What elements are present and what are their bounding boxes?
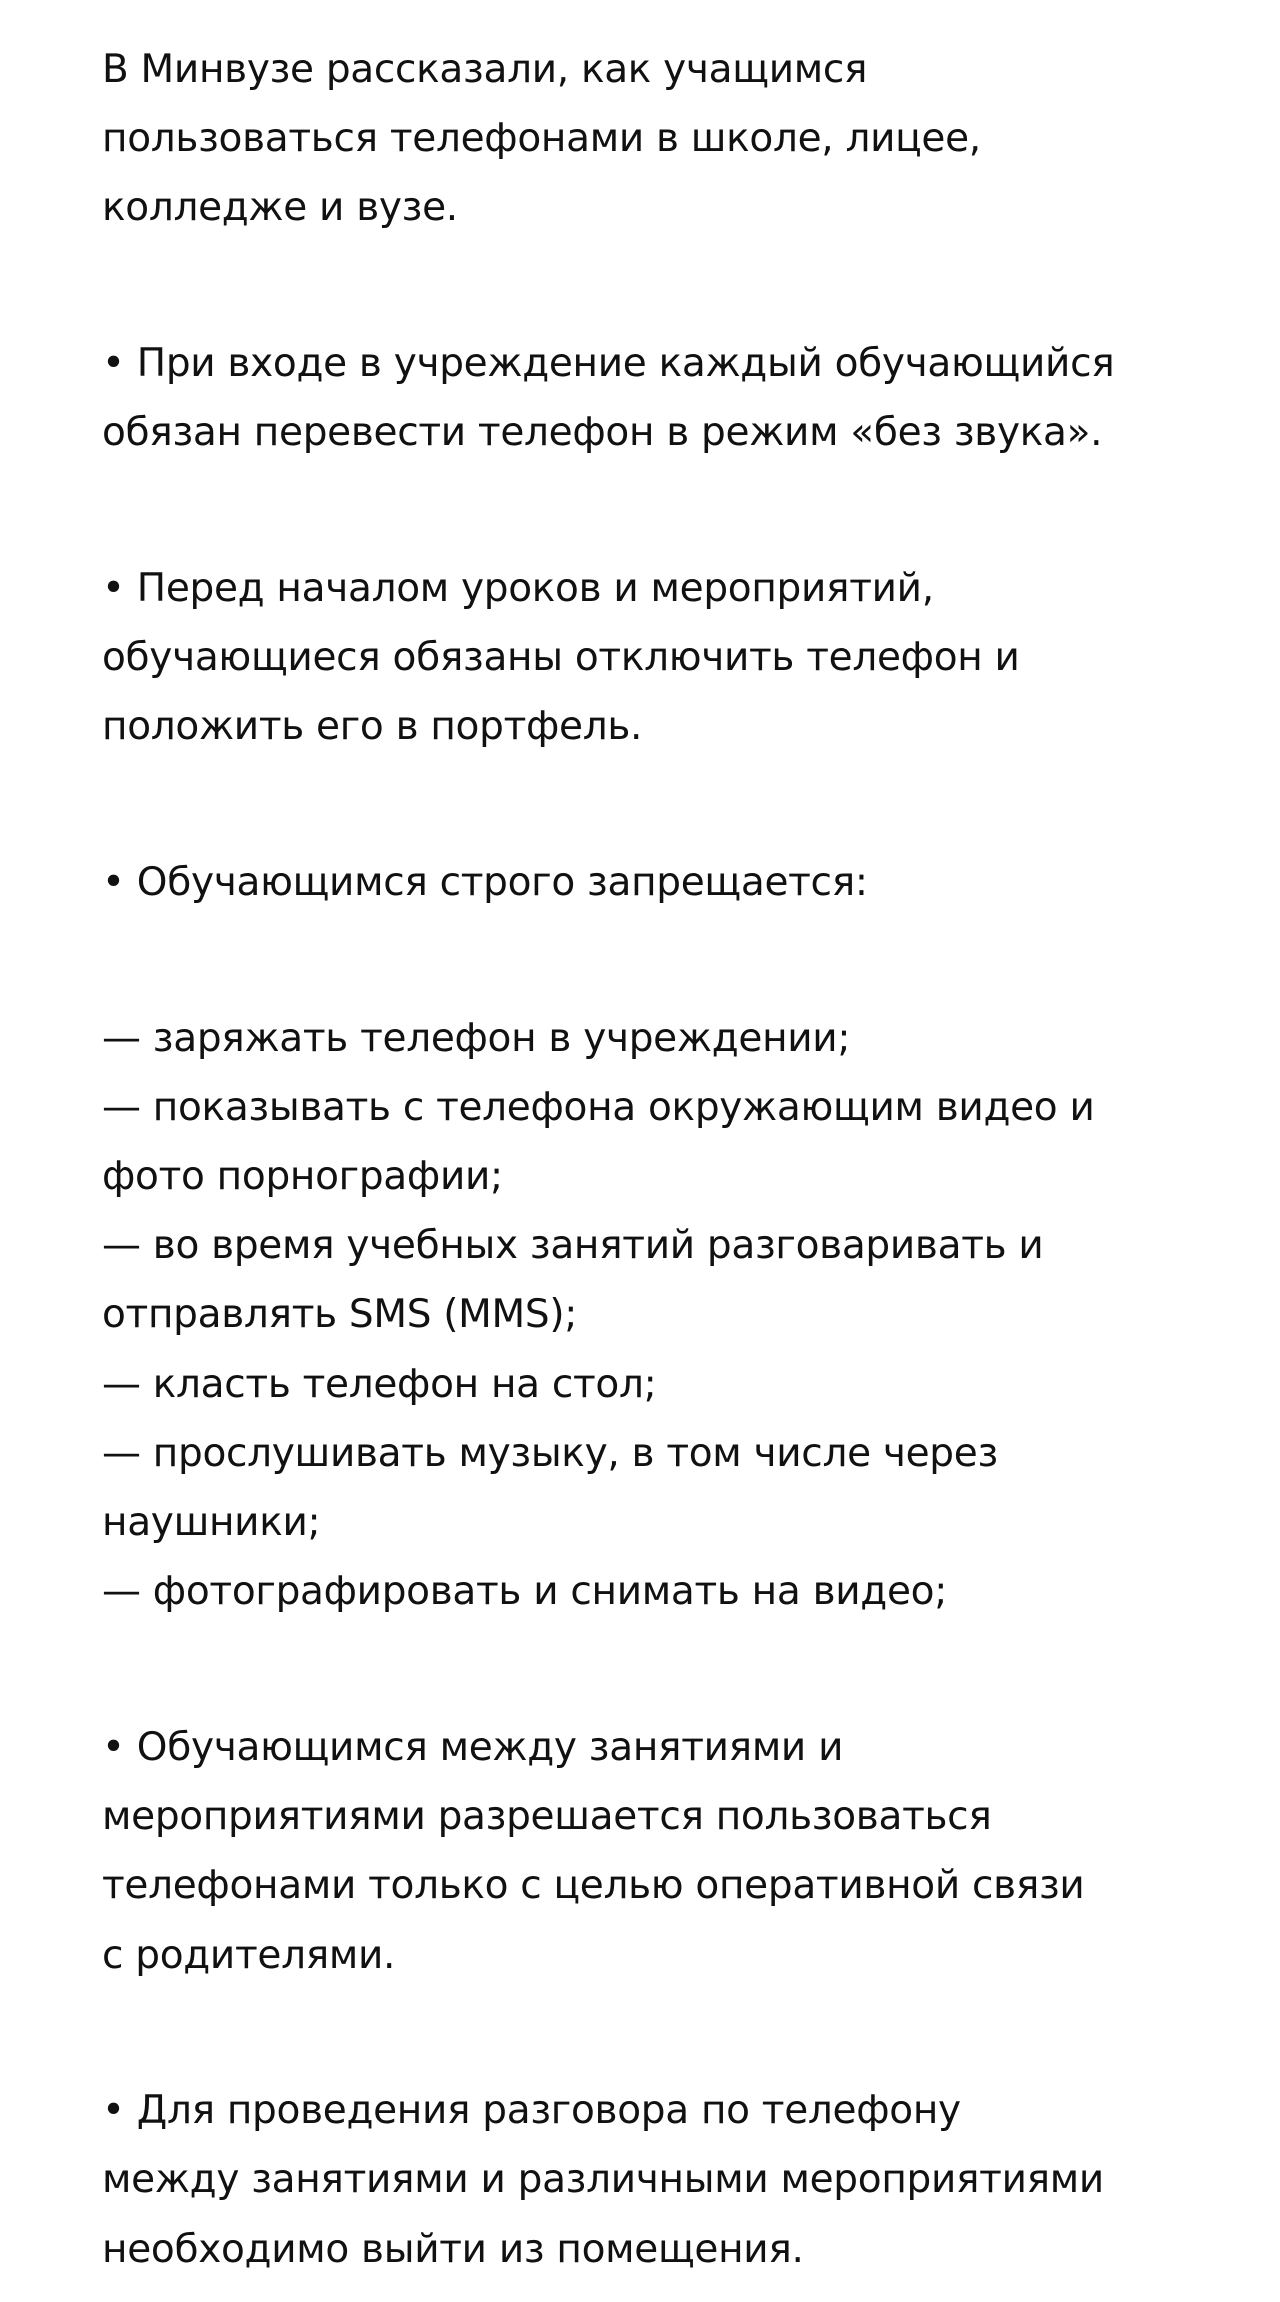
list-item: — во время учебных занятий разговаривать и — [102, 1223, 1044, 1269]
intro-paragraph — [102, 18, 1262, 260]
rule-silent-mode — [102, 312, 1262, 485]
text-line: В Минвузе рассказали, как учащимся — [102, 46, 868, 92]
text-line: обучающиеся обязаны отключить телефон и — [102, 634, 1020, 680]
text-line: положить его в портфель. — [102, 704, 643, 750]
list-item: — фотографировать и снимать на видео; — [102, 1569, 948, 1615]
paragraph-gap — [102, 2008, 1262, 2060]
document-body — [102, 18, 1262, 2302]
paragraph-gap — [102, 260, 1262, 312]
text-line: • При входе в учреждение каждый обучающийся — [102, 340, 1115, 386]
text-line: • Обучающимся строго запрещается: — [102, 859, 868, 905]
list-item: — класть телефон на стол; — [102, 1361, 657, 1407]
paragraph-gap — [102, 779, 1262, 831]
text-line: колледже и вузе. — [102, 184, 458, 230]
rule-leave-room-for-calls — [102, 2060, 1262, 2302]
list-item: — показывать с телефона окружающим видео и — [102, 1084, 1095, 1130]
rule-allowed-between-classes — [102, 1696, 1262, 2007]
text-line: • Для проведения разговора по телефону — [102, 2088, 961, 2134]
list-item: фото порнографии; — [102, 1154, 503, 1200]
text-line: мероприятиями разрешается пользоваться — [102, 1794, 992, 1840]
text-line: телефонами только с целью оперативной связи — [102, 1863, 1085, 1909]
text-line: пользоваться телефонами в школе, лицее, — [102, 115, 981, 161]
rule-prohibited-heading — [102, 831, 1262, 935]
prohibitions-list — [102, 987, 1262, 1644]
text-line: между занятиями и различными мероприятиями — [102, 2157, 1104, 2203]
list-item: — заряжать телефон в учреждении; — [102, 1015, 851, 1061]
paragraph-gap — [102, 935, 1262, 987]
list-item: отправлять SMS (MMS); — [102, 1292, 578, 1338]
list-item: наушники; — [102, 1499, 321, 1545]
text-line: необходимо выйти из помещения. — [102, 2226, 804, 2272]
text-line: с родителями. — [102, 1932, 396, 1978]
rule-turn-off-phone — [102, 537, 1262, 779]
text-line: обязан перевести телефон в режим «без звука». — [102, 409, 1103, 455]
list-item: — прослушивать музыку, в том числе через — [102, 1430, 998, 1476]
text-line: • Обучающимся между занятиями и — [102, 1724, 844, 1770]
paragraph-gap — [102, 485, 1262, 537]
paragraph-gap — [102, 1644, 1262, 1696]
text-line: • Перед началом уроков и мероприятий, — [102, 565, 934, 611]
